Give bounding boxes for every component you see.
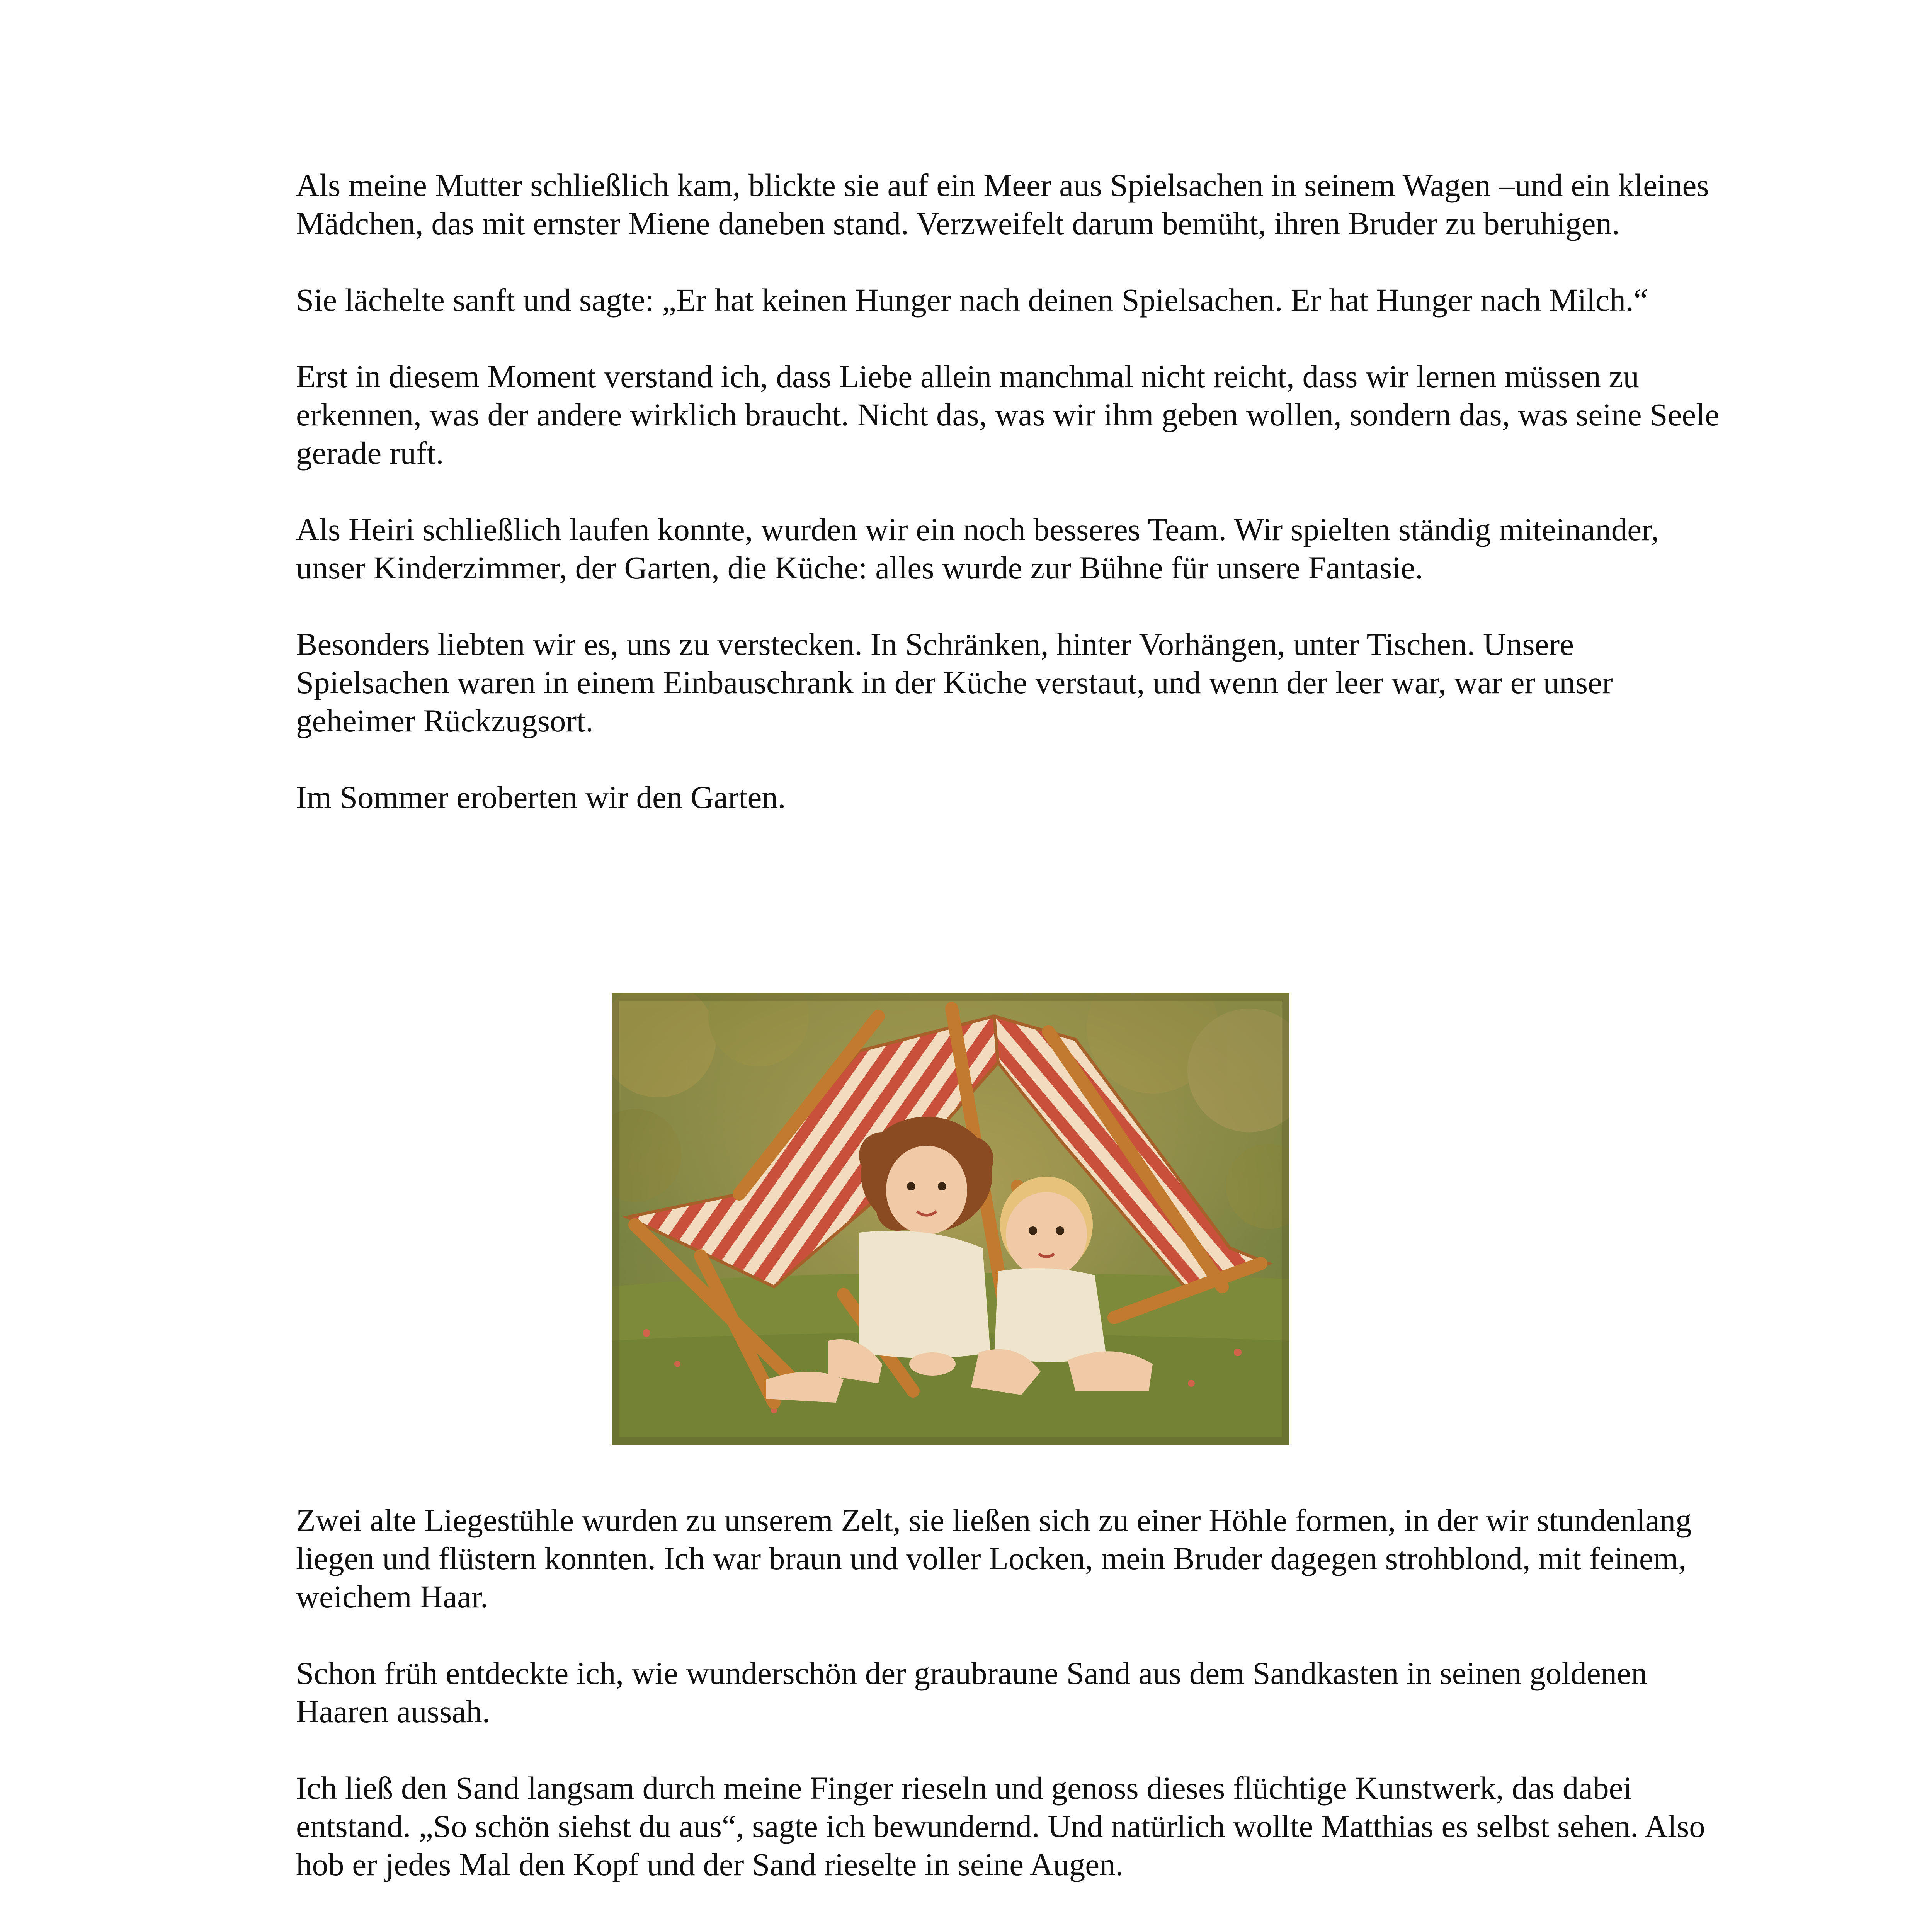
- paragraph: Schon früh entdeckte ich, wie wunderschön der graubraune Sand aus dem Sandkasten in seinen goldenen Haaren aussah.: [296, 1655, 1647, 1729]
- paragraph: Ich ließ den Sand langsam durch meine Finger rieseln und genoss dieses flüchtige Kunstwerk, das dabei entstand. „So schön siehst du aus“, sagte ich bewundernd. Und natürlich wollte Matthias es selbst sehen. Also hob er jedes Mal den Kopf und der Sand rieselte in seine Augen.: [296, 1770, 1705, 1882]
- paragraph: Zwei alte Liegestühle wurden zu unserem Zelt, sie ließen sich zu einer Höhle formen, in der wir stundenlang liegen und flüstern konnten. Ich war braun und voller Locken, mein Bruder dagegen strohblond, mit feinem, weichem Haar.: [296, 1502, 1692, 1614]
- text-block-middle: [296, 1501, 1726, 1884]
- paragraph: Erst in diesem Moment verstand ich, dass Liebe allein manchmal nicht reicht, dass wir lernen müssen zu erkennen, was der andere wirklich braucht. Nicht das, was wir ihm geben wollen, sondern das, was seine Seele gerade ruft.: [296, 359, 1720, 471]
- paragraph: Sie lächelte sanft und sagte: „Er hat keinen Hunger nach deinen Spielsachen. Er hat Hunger nach Milch.“: [296, 282, 1648, 318]
- illustration-svg: [612, 993, 1289, 1445]
- text-block-top: [296, 166, 1726, 816]
- paragraph: Im Sommer eroberten wir den Garten.: [296, 779, 786, 815]
- paragraph: Als Heiri schließlich laufen konnte, wurden wir ein noch besseres Team. Wir spielten ständig miteinander, unser Kinderzimmer, der Garten, die Küche: alles wurde zur Bühne für unsere Fantasie.: [296, 512, 1659, 585]
- children-deck-chair-illustration: [612, 993, 1289, 1445]
- paragraph: Besonders liebten wir es, uns zu verstecken. In Schränken, hinter Vorhängen, unter Tischen. Unsere Spielsachen waren in einem Einbauschrank in der Küche verstaut, und wenn der leer war, war er unser geheimer Rückzugsort.: [296, 626, 1613, 738]
- paragraph: Als meine Mutter schließlich kam, blickte sie auf ein Meer aus Spielsachen in seinem Wagen –und ein kleines Mädchen, das mit ernster Miene daneben stand. Verzweifelt darum bemüht, ihren Bruder zu beruhigen.: [296, 167, 1709, 241]
